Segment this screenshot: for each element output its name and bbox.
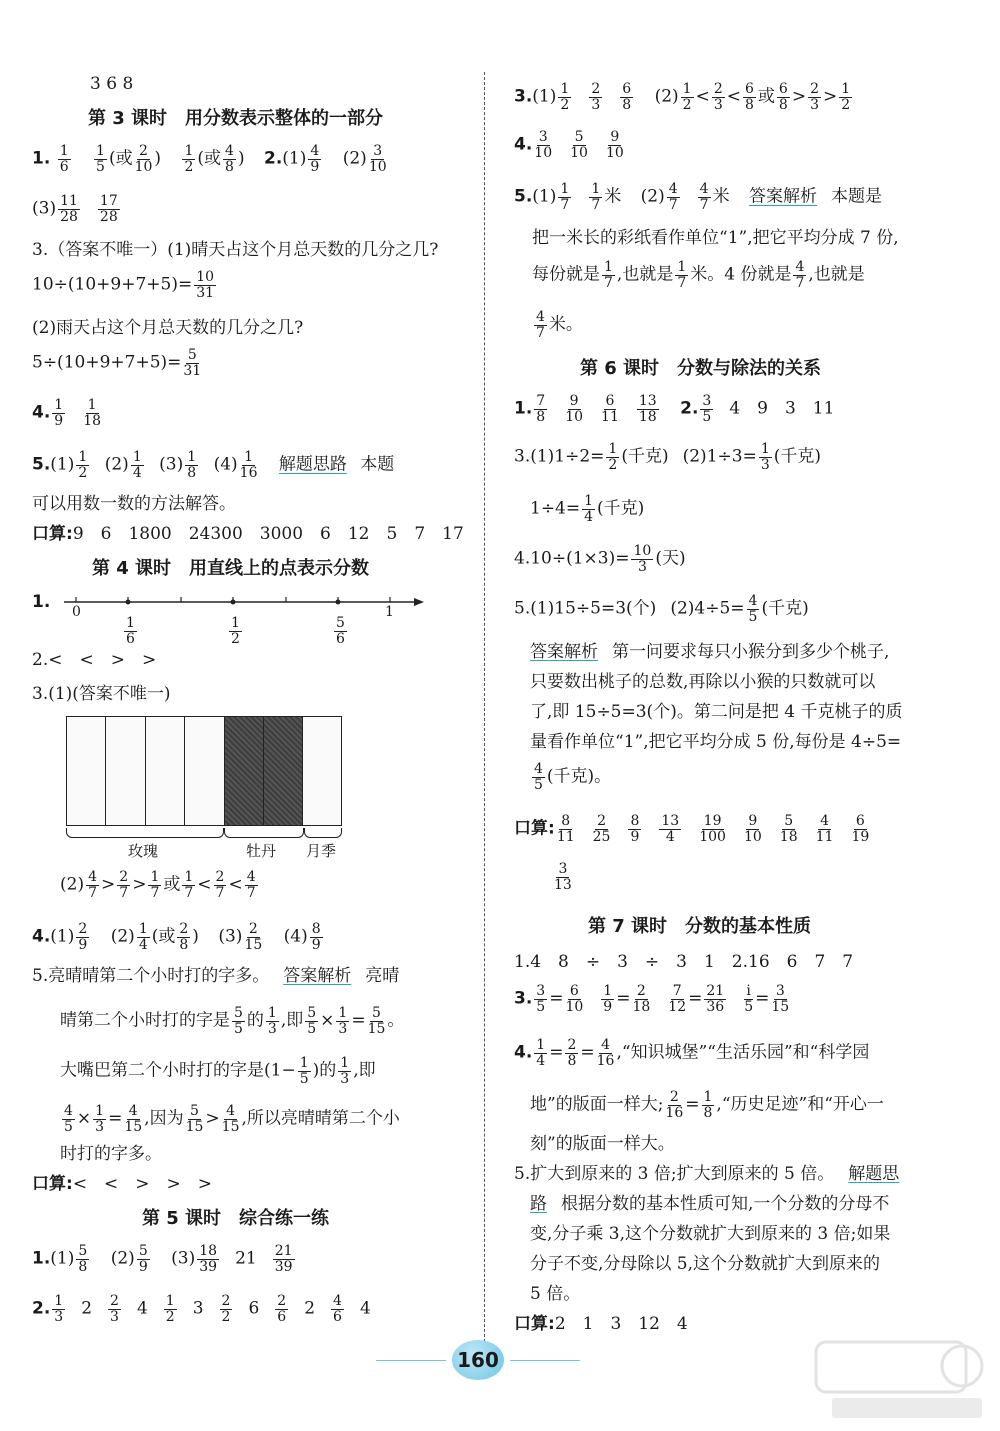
r-q3: 3.(1) $\frac{1}{2}$ $\frac{2}{3}$ $\frac{6}{8}$ (2) $\frac{1}{2}$ < $\frac{2}{3}$ < $\frac{6}{8}$ 或 $\frac{6}{8}$ > $\frac{2}{3}$ > $\frac{1}{2}$ (514, 81, 851, 113)
s3-q5: 5.(1) $\frac{1}{2}$ (2) $\frac{1}{4}$ (3) $\frac{1}{8}$ (4) $\frac{1}{16}$ 解题思路 本题 (32, 449, 395, 481)
s6-ans-line2: 只要数出桃子的总数,再除以小猴的只数就可以 (530, 672, 876, 692)
s7-q4-line1: 4. $\frac{1}{4}$ = $\frac{2}{8}$ = $\frac{4}{16}$ ,“知识城堡”“生活乐园”和“科学园 (514, 1037, 870, 1069)
strip (184, 716, 225, 826)
r-q5-line1: 5.(1) $\frac{1}{7}$ $\frac{1}{7}$ 米 (2) $\frac{4}{7}$ $\frac{4}{7}$ 米 答案解析 本题是 (514, 181, 882, 213)
s7-q1-q2: 1.4 8 ÷ 3 ÷ 3 1 2.16 6 7 7 (514, 952, 854, 972)
r-q5-line3: 每份就是 $\frac{1}{7}$ ,也就是 $\frac{1}{7}$ 米。4 份就是 $\frac{4}{7}$ ,也就是 (532, 259, 865, 291)
page-rule-right (510, 1360, 580, 1361)
s7-kousuan: 口算:2 1 3 12 4 (514, 1314, 688, 1334)
s5-q2: 2. $\frac{1}{3}$ 2 $\frac{2}{3}$ 4 $\frac{1}{2}$ 3 $\frac{2}{2}$ 6 $\frac{2}{6}$ 2 $\frac{4}{6}$ 4 (32, 1293, 371, 1325)
s3-q3-eq1: 10÷(10+9+7+5)= $\frac{10}{31}$ (32, 269, 215, 301)
s4-q3-part2: (2) $\frac{4}{7}$ > $\frac{2}{7}$ > $\frac{1}{7}$ 或 $\frac{1}{7}$ < $\frac{2}{7}$ < $\frac{4}{7}$ (60, 869, 256, 901)
s4-kousuan: 口算:< < > > > (32, 1174, 213, 1194)
s6-q1: 1. $\frac{7}{8}$ $\frac{9}{10}$ $\frac{6}{11}$ $\frac{13}{18}$ 2. $\frac{3}{5}$ 4 9 3 11 (514, 393, 835, 425)
r-q4: 4. $\frac{3}{10}$ $\frac{5}{10}$ $\frac{9}{10}$ (514, 129, 624, 161)
s3-q5-line2: 可以用数一数的方法解答。 (32, 494, 236, 514)
brace-chinarose (304, 828, 342, 838)
point-one-sixth (126, 600, 131, 605)
nl-one-label: 1 (385, 604, 394, 620)
s7-q5-line4: 分子不变,分母除以 5,这个分数就扩大到原来的 (530, 1254, 881, 1274)
page-rule-left (376, 1360, 446, 1361)
lesson-6-title: 第 6 课时 分数与除法的关系 (580, 358, 822, 379)
nl-label-5-6: $\frac{5}{6}$ (336, 615, 345, 647)
s4-q1-label: 1. (32, 592, 51, 612)
lesson-7-title: 第 7 课时 分数的基本性质 (588, 916, 812, 937)
strip-shaded (263, 716, 303, 826)
s6-kousuan-line2: $\frac{3}{13}$ (554, 861, 572, 893)
s4-q5-line5: 时打的字多。 (60, 1144, 162, 1164)
label-rose: 玫瑰 (128, 842, 159, 860)
strip (105, 716, 146, 826)
s3-q4: 4. $\frac{1}{9}$ $\frac{1}{18}$ (32, 397, 102, 429)
s6-kousuan: 口算: $\frac{8}{11}$ $\frac{2}{25}$ $\frac{8}{9}$ $\frac{13}{4}$ $\frac{19}{100}$ $\frac{9}{10}$ $\frac{5}{18}$ $\frac{4}{11}$ $\frac{6}{19}$ (514, 813, 870, 845)
label-chinarose: 月季 (306, 842, 337, 860)
s6-ans-line5: $\frac{4}{5}$ (千克)。 (534, 761, 612, 793)
lesson-3-title: 第 3 课时 用分数表示整体的一部分 (88, 108, 384, 129)
s6-q3-line2: 1÷4= $\frac{1}{4}$ (千克) (530, 493, 645, 525)
brace-peony (224, 828, 304, 838)
s3-q3-line1: 3.（答案不唯一）(1)晴天占这个月总天数的几分之几? (32, 240, 439, 260)
lesson-5-title: 第 5 课时 综合练一练 (142, 1208, 330, 1229)
s7-q5-line1: 5.扩大到原来的 3 倍;扩大到原来的 5 倍。 解题思 (514, 1164, 900, 1184)
s4-q5-line3: 大嘴巴第二个小时打的字是(1− $\frac{1}{5}$ )的 $\frac{1}{3}$ ,即 (60, 1055, 376, 1087)
brace-rose (66, 828, 224, 838)
number-line (64, 592, 424, 642)
s3-kousuan: 口算:9 6 1800 24300 3000 6 12 5 7 17 (32, 524, 464, 544)
s6-q3-line1: 3.(1)1÷2= $\frac{1}{2}$ (千克) (2)1÷3= $\frac{1}{3}$ (千克) (514, 441, 821, 473)
s4-q4: 4.(1) $\frac{2}{9}$ (2) $\frac{1}{4}$ (或 $\frac{2}{8}$ ) (3) $\frac{2}{15}$ (4) $\frac{8}{9}$ (32, 921, 321, 953)
nl-zero-label: 0 (72, 604, 81, 620)
s7-q4-line2: 地”的版面一样大; $\frac{2}{16}$ = $\frac{1}{8}$ ,“历史足迹”和“开心一 (530, 1089, 884, 1121)
s7-q5-line5: 5 倍。 (530, 1284, 581, 1304)
solution-tag: 解题思路 (278, 454, 347, 475)
top-numbers: 3 6 8 (90, 74, 134, 94)
label-peony: 牡丹 (246, 842, 277, 860)
flower-bed-diagram (66, 716, 342, 860)
watermark-logo (812, 1336, 992, 1426)
s4-q5-line2: 晴第二个小时打的字是 $\frac{5}{5}$ 的 $\frac{1}{3}$ ,即 $\frac{5}{5}$ × $\frac{1}{3}$ = $\frac{5}{15}$ 。 (60, 1005, 405, 1037)
s7-q5-line2: 路 根据分数的基本性质可知,一个分数的分母不 (530, 1194, 890, 1214)
s3-q2-part3: (3) $\frac{11}{28}$ $\frac{17}{28}$ (32, 193, 118, 225)
s3-q3-line2: (2)雨天占这个月总天数的几分之几? (32, 318, 304, 338)
s7-q3: 3. $\frac{3}{5}$ = $\frac{6}{10}$ $\frac{1}{9}$ = $\frac{2}{18}$ $\frac{7}{12}$ = $\frac{21}{36}$ $\frac{i}{5}$ = $\frac{3}{15}$ (514, 983, 790, 1015)
point-five-sixths (336, 600, 341, 605)
s7-q5-line3: 变,分子乘 3,这个分数就扩大到原来的 3 倍;如果 (530, 1224, 891, 1244)
s6-ans-line1: 答案解析 第一问要求每只小猴分到多少个桃子, (530, 642, 890, 662)
s4-q3-line1: 3.(1)(答案不唯一) (32, 684, 171, 704)
page-number: 160 (452, 1340, 504, 1380)
s6-ans-line4: 量看作单位“1”,把它平均分成 5 份,每份是 4÷5= (530, 732, 902, 752)
s4-q5-line1: 5.亮晴晴第二个小时打的字多。 答案解析 亮晴 (32, 966, 400, 986)
strip (302, 716, 342, 826)
s5-q1: 1.(1) $\frac{5}{8}$ (2) $\frac{5}{9}$ (3) $\frac{18}{39}$ 21 $\frac{21}{39}$ (32, 1243, 293, 1275)
column-divider (484, 72, 485, 1342)
strip (66, 716, 106, 826)
strip (145, 716, 185, 826)
s3-q1: 1. $\frac{1}{6}$ $\frac{1}{5}$ (或 $\frac{2}{10}$ ) $\frac{1}{2}$ (或 $\frac{4}{8}$ ) 2.(1) $\frac{4}{9}$ (2) $\frac{3}{10}$ (32, 143, 387, 175)
s4-q2: 2.< < > > (32, 650, 157, 670)
r-q5-line4: $\frac{4}{7}$ 米。 (536, 309, 583, 341)
lesson-4-title: 第 4 课时 用直线上的点表示分数 (92, 558, 370, 579)
s6-q4: 4.10÷(1×3)= $\frac{10}{3}$ (天) (514, 543, 686, 575)
strip-shaded (224, 716, 264, 826)
nl-label-1-2: $\frac{1}{2}$ (231, 615, 240, 647)
s3-q3-eq2: 5÷(10+9+7+5)= $\frac{5}{31}$ (32, 347, 202, 379)
s7-q4-line3: 刻”的版面一样大。 (530, 1134, 675, 1154)
r-q5-line2: 把一米长的彩纸看作单位“1”,把它平均分成 7 份, (532, 228, 899, 248)
s6-ans-line3: 了,即 15÷5=3(个)。第二问是把 4 千克桃子的质 (530, 702, 903, 722)
point-one-half (231, 600, 236, 605)
s4-q5-line4: $\frac{4}{5}$ × $\frac{1}{3}$ = $\frac{4}{15}$ ,因为 $\frac{5}{15}$ > $\frac{4}{15}$ ,所以亮晴晴第二个小 (64, 1103, 400, 1135)
s6-q5: 5.(1)15÷5=3(个) (2)4÷5= $\frac{4}{5}$ (千克) (514, 593, 809, 625)
nl-label-1-6: $\frac{1}{6}$ (126, 615, 135, 647)
